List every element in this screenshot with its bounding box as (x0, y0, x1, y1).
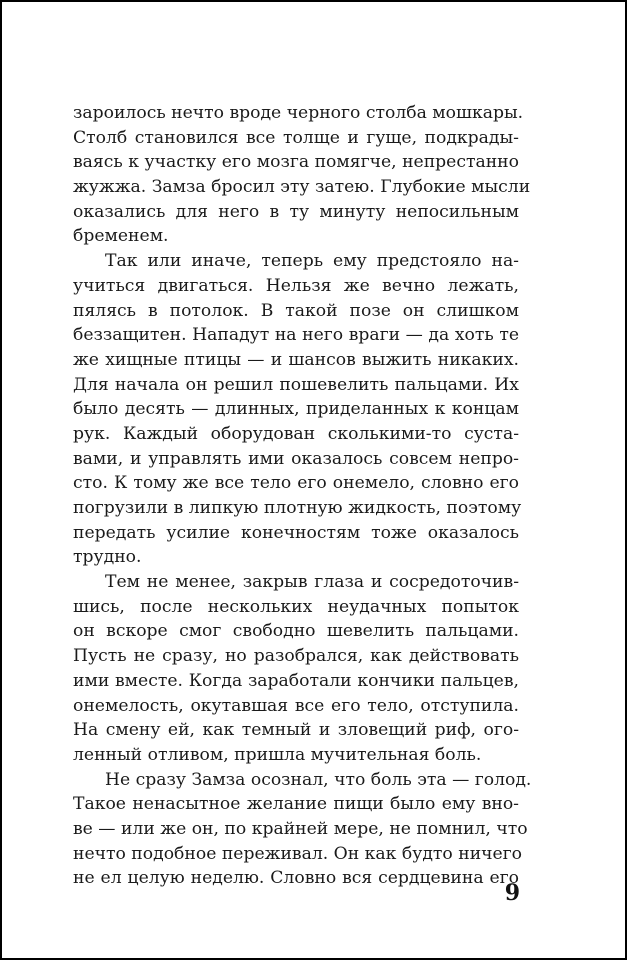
text-line: Пусть не сразу, но разобрался, как действовать (73, 646, 519, 667)
text-line: онемелость, окутавшая все его тело, отступила. (73, 695, 519, 716)
text-line: пялясь в потолок. В такой позе он слишком (73, 300, 519, 321)
text-line: ваясь к участку его мозга помягче, непрестанно (73, 152, 519, 173)
text-line: было десять — длинных, приделанных к концам (73, 399, 519, 420)
text-line: нечто подобное переживал. Он как будто ничего (73, 843, 523, 864)
paragraph (73, 768, 532, 891)
text-line: рук. Каждый оборудован сколькими-то суста- (73, 423, 519, 444)
text-line: оказались для него в ту минуту непосильным (73, 201, 519, 222)
paragraph (73, 249, 522, 570)
text-line: ими вместе. Когда заработали кончики пальцев, (73, 670, 519, 691)
text-line: он вскоре смог свободно шевелить пальцами. (73, 621, 519, 642)
paragraph (73, 101, 531, 249)
text-line: вами, и управлять ими оказалось совсем непро- (73, 448, 519, 469)
text-line: же хищные птицы — и шансов выжить никаких. (73, 349, 519, 370)
text-line: сто. К тому же все тело его онемело, словно его (73, 473, 519, 494)
text-line: бременем. (73, 226, 169, 247)
text-line: Для начала он решил пошевелить пальцами. Их (73, 374, 519, 395)
text-line: Так или иначе, теперь ему предстояло на- (105, 251, 519, 272)
text-line: ве — или же он, по крайней мере, не помнил, что (73, 818, 528, 839)
text-line: ленный отливом, пришла мучительная боль. (73, 744, 482, 765)
text-line: жужжа. Замза бросил эту затею. Глубокие мысли (73, 177, 531, 198)
text-line: шись, после нескольких неудачных попыток (73, 596, 519, 617)
text-line: учиться двигаться. Нельзя же вечно лежать, (73, 275, 519, 296)
text-line: погрузили в липкую плотную жидкость, поэтому (73, 498, 522, 518)
text-line: Тем не менее, закрыв глаза и сосредоточив- (105, 572, 519, 593)
text-line: На смену ей, как темный и зловещий риф, ого- (73, 720, 519, 741)
body-text (73, 101, 532, 891)
text-line: не ел целую неделю. Словно вся сердцевина его (73, 868, 519, 889)
text-line: трудно. (73, 547, 142, 568)
text-line: Не сразу Замза осознал, что боль эта — голод. (105, 769, 532, 790)
text-line: Такое ненасытное желание пищи было ему вно- (73, 794, 519, 815)
text-line: передать усилие конечностям тоже оказалось (73, 522, 519, 543)
page-number: 9 (504, 880, 520, 906)
text-line: Столб становился все толще и гуще, подкрады- (73, 127, 519, 148)
text-line: беззащитен. Нападут на него враги — да хоть те (73, 325, 519, 346)
paragraph (73, 570, 519, 768)
text-line: зароилось нечто вроде черного столба мошкары. (73, 103, 524, 123)
